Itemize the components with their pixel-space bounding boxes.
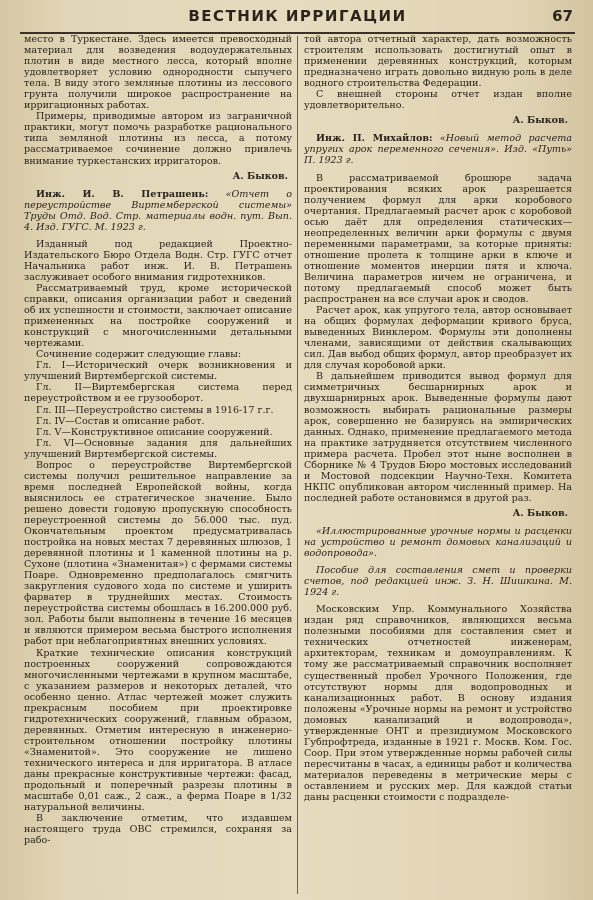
review-heading — [304, 133, 572, 166]
journal-title: ВЕСТНИК ИРРИГАЦИИ — [188, 7, 407, 25]
paragraph: В рассматриваемой брошюре задача проектирования всяких арок разрешается получением формул для арки коробового очертания. Предлагаемый расчет арок с коробовой осью даёт для определения статических—неопределенных величин арки формулы с двумя переменными параметрами, за которые приняты: отношение пролета к толщине арки в ключе и отношение моментов инерции пятя и ключа. Величина параметров ничем не ограничена, и потому предлагаемый способ может быть распространен на все случаи арок и сводов. — [304, 172, 572, 306]
review-author: Инж. И. В. Петрашень: — [36, 188, 209, 200]
review-book-title: «Отчет о переустройстве Виртембергской системы» Труды Отд. Вод. Стр. материалы водн. пут. Вып. 4. Изд. ГУГС. М. 1923 г. — [24, 188, 292, 233]
paragraph: Сочинение содержит следующие главы: — [36, 349, 242, 361]
chapter-item: Гл. III—Переустройство системы в 1916-17 г.г. — [36, 404, 274, 416]
column-divider — [297, 36, 298, 894]
paragraph: той автора отчетный характер, дать возможность строителям использовать достигнутый опыт в применении деревянных конструкций, которым предназначено играть довольно видную роль в деле водного строительства Федерации. — [304, 34, 572, 90]
paragraph: Рассматриваемый труд, кроме исторической справки, описания организации работ и сведений об их успешности и стоимости, заключает описание примененных на постройке сооружений и конструкций с многочисленными детальными чертежами. — [24, 282, 292, 350]
page-number: 67 — [552, 7, 573, 25]
chapter-item: Гл. VI—Основные задания для дальнейших улучшений Виртембергской системы. — [24, 437, 292, 460]
chapter-item: Гл. IV—Состав и описание работ. — [36, 415, 205, 427]
right-column — [304, 34, 572, 894]
chapter-item: Гл. II—Виртембергская система перед переустройством и ее грузооборот. — [24, 382, 292, 405]
review-book-title: «Новый метод расчета упругих арок переменного сечения». Изд. «Путь» П. 1923 г. — [304, 133, 572, 167]
review-heading — [24, 189, 292, 233]
left-column — [24, 34, 292, 894]
paragraph: Расчет арок, как упругого тела, автор основывает на общих формулах деформации кривого бруса, выведенных Винклером. Формулы эти дополнены членами, зависящими от действия скалывающих сил. Дав выбод общих формул, автор преобразует их для случая коробовой арки. — [304, 305, 572, 372]
paragraph: место в Туркестане. Здесь имеется превосходный материал для возведения водоудержательных плотин в виде местного лесса, который вполне удовлетворяет условию однородности сыпучего тела. В виду этого земляные плотины из лессового грунта получили широкое распространение на ирригационных работах. — [24, 34, 292, 112]
paragraph: Краткие технические описания конструкций построенных сооружений сопровождаются многочисленными чертежами в крупном масштабе, с указанием размеров и некоторых деталей, что особенно ценно. Атлас чертежей может служить прекрасным пособием при проектировке гидротехнических сооружений, главным образом, деревянных. Отметим интересную в инженерно-строительном отношении постройку плотины «Знаменитой». Это сооружение не лишено технического интереса и для ирригатора. В атласе даны прекрасные конструктивные чертежи: фасад, продольный и поперечный разрезы плотины в масштабе 0,01 саж., 2 саж., а ферма Поаре в 1/32 натуральной величины. — [24, 647, 292, 814]
review-book-title: «Иллюстрированные урочные нормы и расценки на устройство и ремонт домовых канализаций и водопровода». — [304, 525, 572, 560]
chapter-item: Гл. V—Конструктивное описание сооружений. — [36, 426, 273, 438]
paragraph: В заключение отметим, что издавшем настоящего труда ОВС стремился, сохраняя за рабо- — [24, 813, 292, 847]
chapter-item: Гл. I—Исторический очерк возникновения и улучшений Виртембергской системы. — [24, 360, 292, 383]
review-author: Инж. П. Михайлов: — [316, 133, 433, 145]
paragraph: Примеры, приводимые автором из заграничной практики, могут помочь разработке рационального типа земляной плотины из лесса, а потому рассматриваемое сочинение должно привлечь внимание туркестанских ирригаторов. — [24, 111, 292, 167]
review-signature: А. Быков. — [512, 507, 568, 519]
review-signature: А. Быков. — [512, 115, 568, 127]
paragraph: В дальнейшем приводится вывод формул для симметричных бесшарнирных арок и двухшарнирных арок. Выведенные формулы дают возможность выбирать рациональные размеры арок, совершенно не базируясь на эмпирических данных. Однако, применение предлагаемого метода на практике затрудняется отсутствием численного примера расчета. Пробел этот ныне восполнен в Сборнике № 4 Трудов Бюро мостовых исследований и Мостовой подсекции Научно-Техн. Комитета НКПС опубликован автором численный пример. На последней работе остановимся в другой раз. — [304, 371, 572, 504]
review-book-subtitle: Пособие для составления смет и проверки счетов, под редакцией инж. З. Н. Шишкина. М. 1924 г. — [304, 565, 572, 599]
page-header — [20, 6, 575, 34]
review-signature: А. Быков. — [232, 170, 288, 182]
paragraph: Изданный под редакцией Проектно-Издательского Бюро Отдела Водн. Стр. ГУГС отчет Начальника работ инж. И. В. Петрашень заслуживает особого внимания гидротехников. — [24, 238, 292, 283]
paragraph: Московским Упр. Коммунального Хозяйства издан ряд справочников, являющихся весьма полезными пособиями для составления смет и технических отчетностей инженерам, архитекторам, техникам и домоуправлениям. К тому же рассматриваемый справочник восполняет существенный пробел Урочного Положения, где отсутствуют нормы для водопроводных и канализационных работ. В основу издания положены «Урочные нормы на ремонт и устройство домовых канализаций и водопровода», утвержденные ОНТ и президиумом Московского Губпрофтреда, изданные в 1921 г. Москв. Ком. Гос. Соор. При этом утвержденные нормы рабочей силы пересчитаны в часах, а единицы работ и количества материалов переведены в метрические меры с оставлением и русских мер. Для каждой статьи даны расценки стоимости с подразделе- — [304, 604, 572, 804]
paragraph: Вопрос о переустройстве Виртембергской системы получил решительное направление за время последней Европейской войны, когда выяснилось ее стратегическое значение. Было решено довести годовую пропускную способность переустроенной системы до 56.000 тыс. пуд. Окончательным проектом предусматривалась постройка на новых местах 7 деревянных шлюзов, 1 деревянной плотины и 1 каменной плотины на р. Сухоне (плотина «Знаменитая») с фермами системы Поаре. Одновременно предполагалось смягчить закругления судового хода по системе и уширить фарватер в труднейших местах. Стоимость переустройства системы обошлась в 16.200.000 руб. зол. Работы были выполнены в течение 16 месяцев и являются примером весьма быстрого исполнения работ при неблагоприятных внешних условиях. — [24, 459, 292, 648]
paragraph: С внешней стороны отчет издан вполне удовлетворительно. — [304, 89, 572, 112]
